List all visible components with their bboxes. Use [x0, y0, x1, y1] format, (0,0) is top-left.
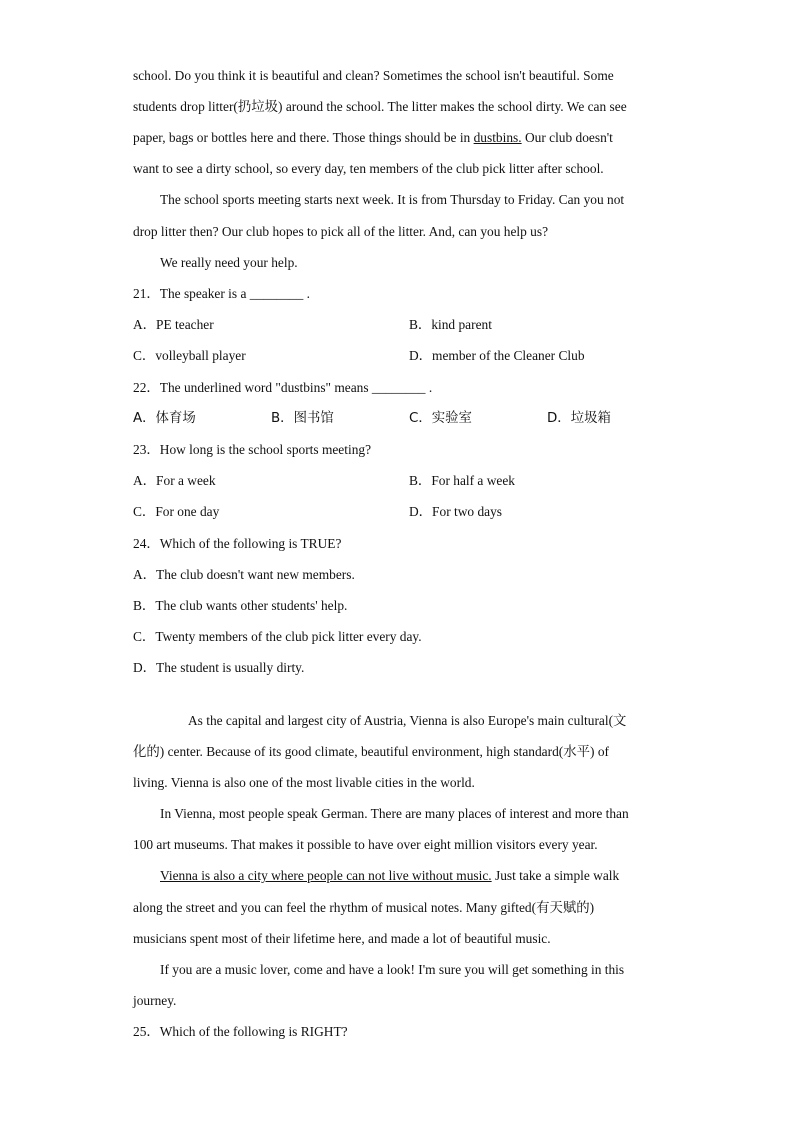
question-24-option-c[interactable]: C．Twenty members of the club pick litter every day.: [133, 629, 422, 644]
passage1-line-4: want to see a dirty school, so every day, ten members of the club pick litter after school.: [133, 161, 604, 176]
question-24-option-b[interactable]: B．The club wants other students' help.: [133, 598, 348, 613]
question-21-option-a[interactable]: A．PE teacher: [133, 317, 214, 332]
question-21-option-d[interactable]: D．member of the Cleaner Club: [409, 348, 585, 363]
question-25-stem: 25．Which of the following is RIGHT?: [133, 1024, 348, 1039]
passage2-line-2: 化的) center. Because of its good climate, beautiful environment, high standard(水平) of: [133, 744, 609, 759]
question-23-option-d[interactable]: D．For two days: [409, 504, 502, 519]
question-21-option-b[interactable]: B．kind parent: [409, 317, 492, 332]
passage1-line-3-text-a: paper, bags or bottles here and there. Those things should be in: [133, 130, 474, 145]
passage1-line-2: students drop litter(扔垃圾) around the school. The litter makes the school dirty. We can see: [133, 99, 627, 114]
underlined-word-dustbins: dustbins.: [473, 130, 522, 145]
question-24-stem: 24．Which of the following is TRUE?: [133, 536, 342, 551]
passage2-line-6: [160, 867, 619, 885]
passage2-line-6-text-b: Just take a simple walk: [491, 868, 620, 883]
passage1-line-1: school. Do you think it is beautiful and clean? Sometimes the school isn't beautiful. Some: [133, 68, 614, 83]
passage2-line-3: living. Vienna is also one of the most livable cities in the world.: [133, 775, 475, 790]
question-24-option-a[interactable]: A．The club doesn't want new members.: [133, 567, 355, 582]
passage2-line-8: musicians spent most of their lifetime here, and made a lot of beautiful music.: [133, 931, 551, 946]
question-22-option-a[interactable]: A．体育场: [133, 411, 196, 426]
question-23-stem: 23．How long is the school sports meeting?: [133, 442, 372, 457]
underlined-sentence-music: Vienna is also a city where people can not live without music.: [160, 868, 492, 883]
question-21-stem: 21．The speaker is a ________ .: [133, 286, 311, 301]
passage2-line-9: If you are a music lover, come and have a look! I'm sure you will get something in this: [160, 962, 625, 977]
question-23-option-b[interactable]: B．For half a week: [409, 473, 515, 488]
passage1-line-3-text-b: Our club doesn't: [521, 130, 613, 145]
question-22-option-b[interactable]: B．图书馆: [271, 411, 334, 426]
passage2-line-4: In Vienna, most people speak German. There are many places of interest and more than: [160, 806, 629, 821]
question-22-option-d[interactable]: D．垃圾箱: [547, 411, 611, 426]
question-23-option-c[interactable]: C．For one day: [133, 504, 220, 519]
passage2-line-7: along the street and you can feel the rhythm of musical notes. Many gifted(有天赋的): [133, 900, 595, 915]
passage1-line-5: The school sports meeting starts next week. It is from Thursday to Friday. Can you not: [160, 192, 625, 207]
passage1-line-3: [133, 129, 613, 147]
passage2-line-10: journey.: [133, 993, 177, 1008]
passage1-line-6: drop litter then? Our club hopes to pick all of the litter. And, can you help us?: [133, 224, 549, 239]
question-22-stem: 22．The underlined word "dustbins" means ________ .: [133, 380, 433, 395]
question-21-option-c[interactable]: C．volleyball player: [133, 348, 246, 363]
passage1-line-7: We really need your help.: [160, 255, 298, 270]
question-23-option-a[interactable]: A．For a week: [133, 473, 216, 488]
passage2-line-1: As the capital and largest city of Austria, Vienna is also Europe's main cultural(文: [188, 713, 627, 728]
question-24-option-d[interactable]: D．The student is usually dirty.: [133, 660, 305, 675]
passage2-line-5: 100 art museums. That makes it possible to have over eight million visitors every year.: [133, 837, 598, 852]
question-22-option-c[interactable]: C．实验室: [409, 411, 472, 426]
